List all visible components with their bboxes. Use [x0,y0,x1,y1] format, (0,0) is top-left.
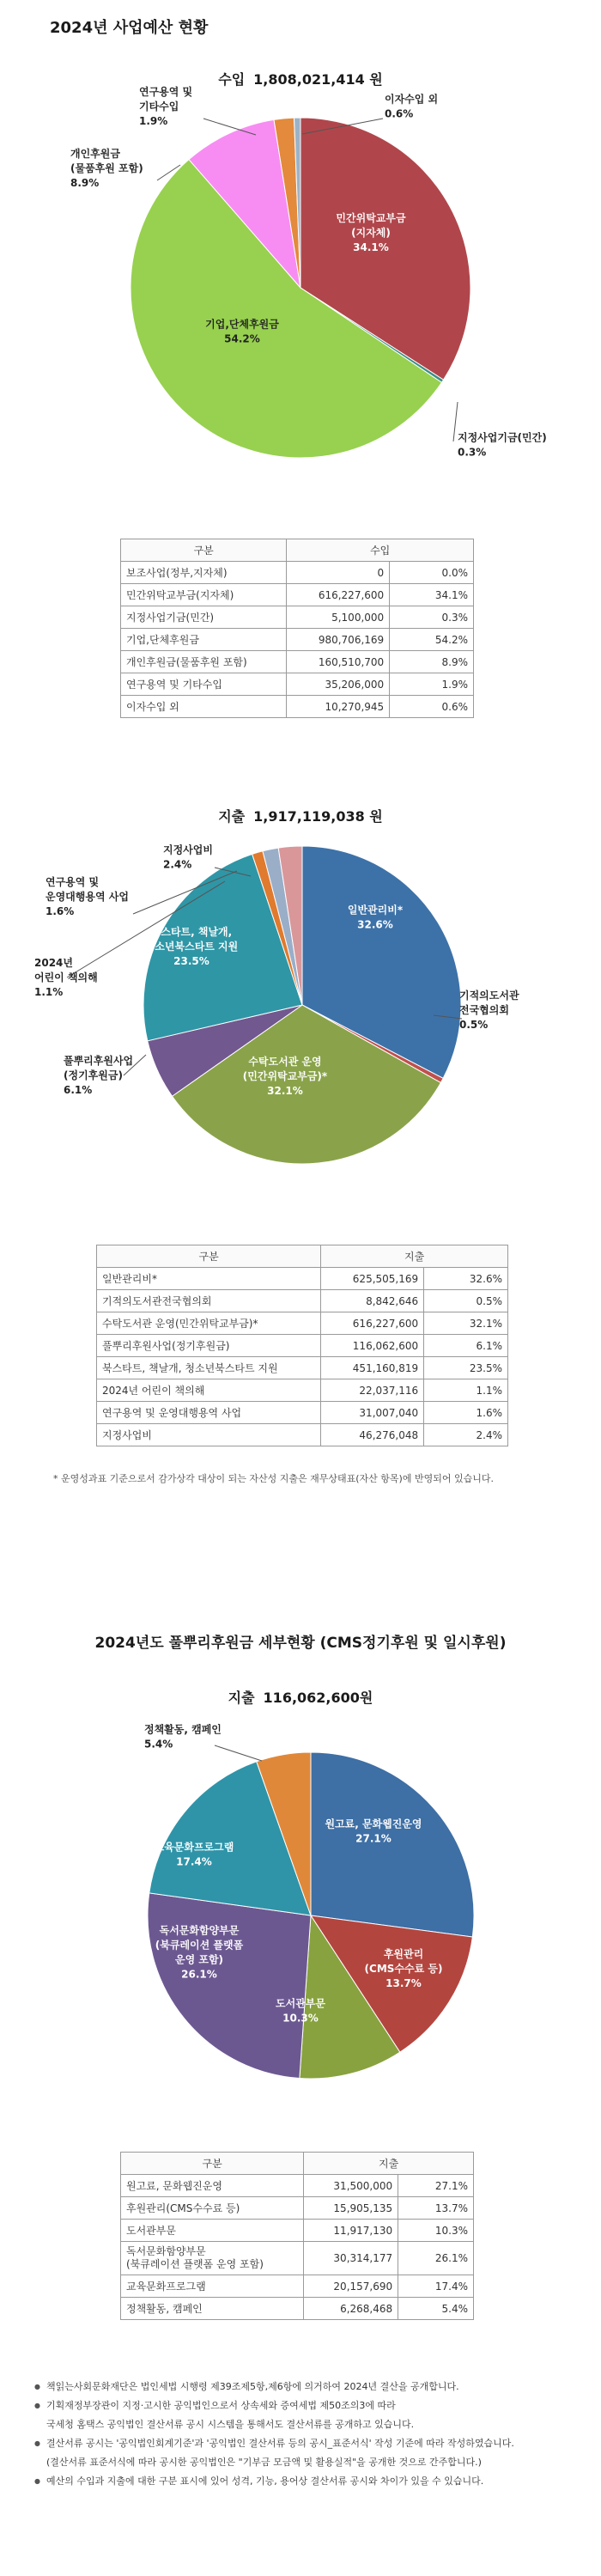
slice-percent: 17.4% [176,1855,212,1868]
slice-name: 후원관리 [383,1948,424,1960]
footnote-subline: 국세청 홈택스 공익법인 결산서류 공시 시스템을 통해서도 결산서류를 공개하고 있습니다. [46,2419,415,2430]
slice-name: 2024년 [34,957,73,969]
income-table [120,539,474,718]
slice-name: 기적의도서관 [459,990,519,1002]
row-label: 독서문화함양부문 (북큐레이션 플랫폼 운영 포함) [121,2242,304,2275]
slice-name: (지자체) [351,227,391,239]
slice-name: 수탁도서관 운영 [248,1056,322,1068]
table-row [97,1290,508,1312]
row-label: 풀뿌리후원사업(정기후원금) [97,1335,321,1357]
income-table-header-value: 수입 [287,539,474,562]
slice-name: 교육문화프로그램 [154,1841,234,1854]
table-row [121,2242,474,2275]
donation-table-header-category: 구분 [121,2153,304,2175]
footnotes [34,2378,584,2491]
slice-name: 북스타트, 책날개, [150,926,233,938]
slice-name: 어린이 책의해 [34,971,98,984]
slice-percent: 1.6% [46,905,75,917]
row-label: 2024년 어린이 책의해 [97,1379,321,1402]
slice-label [385,93,438,120]
row-amount: 35,206,000 [287,673,390,696]
table-row [121,2220,474,2242]
slice-name: (CMS수수료 등) [364,1963,443,1975]
slice-label [34,956,98,998]
table-row [121,673,474,696]
row-percent: 32.1% [424,1312,508,1335]
table-row [121,606,474,629]
row-amount: 0 [287,562,390,584]
slice-name: 독서문화함양부문 [159,1924,240,1937]
slice-percent: 0.3% [458,446,487,459]
footnote-subline: (결산서류 표준서식에 따라 공시한 공익법인은 "기부금 모금액 및 활용실적"을 공개한 것으로 간주합니다.) [46,2457,482,2468]
slice-label [70,147,143,189]
slice-percent: 5.4% [144,1738,173,1751]
donation-title-label: 지출 [228,1690,255,1706]
slice-percent: 27.1% [355,1832,392,1845]
row-amount: 625,505,169 [321,1268,424,1290]
row-percent: 8.9% [390,651,474,673]
table-row [97,1357,508,1379]
slice-name: 일반관리비* [347,904,404,917]
slice-percent: 1.1% [34,986,64,998]
row-amount: 22,037,116 [321,1379,424,1402]
expense-title-label: 지출 [218,808,246,825]
slice-label [139,86,192,127]
row-percent: 32.6% [424,1268,508,1290]
row-amount: 980,706,169 [287,629,390,651]
row-amount: 6,268,468 [304,2298,398,2320]
row-percent: 6.1% [424,1335,508,1357]
income-table-header-category: 구분 [121,539,287,562]
donation-pie-chart [0,1709,601,2113]
slice-name: 개인후원금 [70,148,120,160]
donation-table-header-value: 지출 [304,2153,474,2175]
table-row [97,1424,508,1446]
slice-name: 민간위탁교부금 [336,212,406,224]
row-percent: 1.1% [424,1379,508,1402]
table-row [121,629,474,651]
slice-percent: 6.1% [64,1084,93,1096]
row-amount: 31,500,000 [304,2175,398,2197]
slice-name: (물품후원 포함) [70,162,143,174]
slice-name: 풀뿌리후원사업 [64,1055,134,1067]
table-row [121,2175,474,2197]
slice-name: 기타수입 [139,100,179,113]
donation-title-amount: 116,062,600원 [263,1690,373,1706]
row-label: 정책활동, 캠페인 [121,2298,304,2320]
expense-table-header-value: 지출 [321,1245,508,1268]
slice-percent: 26.1% [181,1968,217,1981]
slice-percent: 10.3% [282,2012,319,2025]
row-label: 원고료, 문화웹진운영 [121,2175,304,2197]
expense-table [96,1245,508,1446]
row-label: 후원관리(CMS수수료 등) [121,2197,304,2220]
slice-label [163,843,213,871]
donation-table [120,2152,474,2320]
slice-percent: 34.1% [353,241,389,253]
row-percent: 1.9% [390,673,474,696]
row-label: 기업,단체후원금 [121,629,287,651]
income-title-amount: 1,808,021,414 원 [253,71,383,88]
row-label: 보조사업(정부,지자체) [121,562,287,584]
income-pie-chart [0,86,601,481]
row-amount: 31,007,040 [321,1402,424,1424]
slice-name: 운영대행용역 사업 [46,891,129,903]
row-label: 수탁도서관 운영(민간위탁교부금)* [97,1312,321,1335]
expense-pie-chart [0,825,601,1220]
row-percent: 17.4% [398,2275,474,2298]
slice-percent: 2.4% [163,858,192,871]
row-amount: 8,842,646 [321,1290,424,1312]
slice-percent: 54.2% [224,332,260,345]
slice-name: 청소년북스타트 지원 [144,941,239,953]
table-row [121,2298,474,2320]
row-label: 연구용역 및 운영대행용역 사업 [97,1402,321,1424]
table-row [97,1402,508,1424]
row-percent: 23.5% [424,1357,508,1379]
table-row [121,2275,474,2298]
slice-label [459,989,519,1031]
slice-name: 정책활동, 캠페인 [144,1723,222,1736]
row-percent: 54.2% [390,629,474,651]
row-amount: 11,917,130 [304,2220,398,2242]
leader-line [215,1745,262,1761]
slice-name: 원고료, 문화웹진운영 [325,1818,422,1830]
table-row [97,1379,508,1402]
slice-name: 이자수입 외 [385,93,439,106]
row-percent: 13.7% [398,2197,474,2220]
slice-label [144,1723,222,1751]
slice-name: 지정사업기금(민간) [458,431,547,444]
slice-name: 운영 포함) [174,1953,224,1966]
row-amount: 616,227,600 [321,1312,424,1335]
row-label: 북스타트, 책날개, 청소년북스타트 지원 [97,1357,321,1379]
row-percent: 0.6% [390,696,474,718]
row-label: 지정사업비 [97,1424,321,1446]
row-label: 기적의도서관전국협의회 [97,1290,321,1312]
slice-name: (정기후원금) [64,1069,123,1081]
row-amount: 10,270,945 [287,696,390,718]
slice-percent: 8.9% [70,177,100,189]
slice-name: 전국협의회 [459,1004,509,1016]
table-row [121,696,474,718]
row-percent: 26.1% [398,2242,474,2275]
row-label: 개인후원금(물품후원 포함) [121,651,287,673]
row-percent: 2.4% [424,1424,508,1446]
slice-percent: 0.6% [385,107,414,120]
table-row [121,562,474,584]
row-percent: 10.3% [398,2220,474,2242]
row-label: 지정사업기금(민간) [121,606,287,629]
slice-percent: 32.6% [357,918,393,931]
income-title-label: 수입 [218,71,246,88]
row-percent: 0.0% [390,562,474,584]
row-percent: 5.4% [398,2298,474,2320]
row-amount: 46,276,048 [321,1424,424,1446]
expense-chart-title [0,806,601,825]
row-percent: 0.3% [390,606,474,629]
row-amount: 451,160,819 [321,1357,424,1379]
row-label: 연구용역 및 기타수입 [121,673,287,696]
row-percent: 34.1% [390,584,474,606]
table-row [121,584,474,606]
table-row [97,1268,508,1290]
slice-percent: 32.1% [267,1085,303,1097]
row-amount: 616,227,600 [287,584,390,606]
row-amount: 15,905,135 [304,2197,398,2220]
row-label: 도서관부문 [121,2220,304,2242]
slice-name: 연구용역 및 [46,876,100,888]
expense-title-amount: 1,917,119,038 원 [253,808,383,825]
pie-slice [311,1752,474,1937]
slice-name: (북큐레이션 플랫폼 [155,1939,244,1952]
row-label: 일반관리비* [97,1268,321,1290]
slice-label [64,1054,133,1096]
footnote-item: ● 결산서류 공시는 '공익법인회계기준'과 '공익법인 결산서류 등의 공시_표준서식' 작성 기준에 따라 작성하였습니다. [34,2434,584,2453]
row-label: 교육문화프로그램 [121,2275,304,2298]
footnote-item: ● 책읽는사회문화재단은 법인세법 시행령 제39조제5항,제6항에 의거하여 2024년 결산을 공개합니다. [34,2378,584,2396]
slice-name: 기업,단체후원금 [205,318,279,331]
row-amount: 20,157,690 [304,2275,398,2298]
slice-label [458,431,547,459]
row-label: 이자수입 외 [121,696,287,718]
pie-slice [148,1893,311,2079]
slice-name: (민간위탁교부금)* [242,1070,328,1082]
row-percent: 0.5% [424,1290,508,1312]
expense-note: * 운영성과표 기준으로서 감가상각 대상이 되는 자산성 지출은 재무상태표(자산 항목)에 반영되어 있습니다. [53,1473,494,1484]
row-label: 민간위탁교부금(지자체) [121,584,287,606]
slice-percent: 23.5% [173,955,209,967]
slice-name: 지정사업비 [163,843,213,856]
page-title: 2024년 사업예산 현황 [50,19,209,37]
row-amount: 5,100,000 [287,606,390,629]
footnote-item: ● 예산의 수입과 지출에 대한 구분 표시에 있어 성격, 기능, 용어상 결산서류 공시와 차이가 있을 수 있습니다. [34,2472,584,2491]
donation-section-title: 2024년도 풀뿌리후원금 세부현황 (CMS정기후원 및 일시후원) [94,1635,507,1652]
row-amount: 116,062,600 [321,1335,424,1357]
row-percent: 27.1% [398,2175,474,2197]
slice-name: 연구용역 및 [139,86,193,98]
slice-name: 도서관부문 [276,1997,325,2010]
slice-percent: 0.5% [459,1019,489,1031]
row-amount: 160,510,700 [287,651,390,673]
row-amount: 30,314,177 [304,2242,398,2275]
footnote-item: ● 기획재정부장관이 지정·고시한 공익법인으로서 상속세와 증여세법 제50조의3에 따라 [34,2396,584,2415]
slice-percent: 1.9% [139,115,168,127]
table-row [97,1312,508,1335]
table-row [121,651,474,673]
row-percent: 1.6% [424,1402,508,1424]
expense-table-header-category: 구분 [97,1245,321,1268]
donation-chart-title [0,1687,601,1707]
table-row [121,2197,474,2220]
slice-label [46,875,129,917]
slice-percent: 13.7% [385,1977,422,1989]
table-row [97,1335,508,1357]
